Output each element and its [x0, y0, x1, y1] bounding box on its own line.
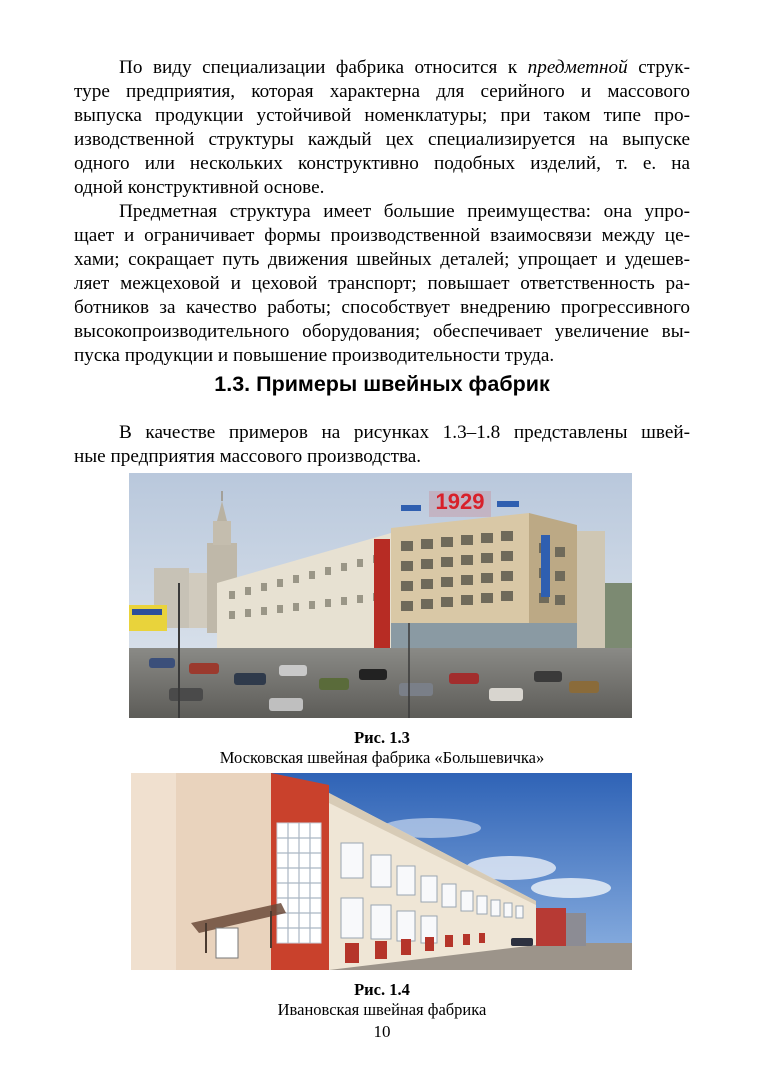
figure-title: Ивановская швейная фабрика [277, 1000, 487, 1019]
text-line: ляет межцеховой и цеховой транспорт; повышает ответственность ра- [74, 273, 690, 294]
text-line: высокопроизводительного оборудования; обеспечивает увеличение вы- [74, 321, 690, 342]
text-line: По виду специализации фабрика относится к предметной струк- [119, 57, 690, 78]
paragraph-1 [74, 56, 690, 200]
emphasis: предметной [527, 57, 628, 78]
text-line: хами; сокращает путь движения швейных деталей; упрощает и удешев- [74, 249, 690, 270]
figure-title: Московская швейная фабрика «Большевичка» [219, 748, 545, 767]
text-line: одной конструктивной основе. [74, 177, 325, 198]
section-heading: 1.3. Примеры швейных фабрик [214, 372, 550, 396]
text-line: щает и ограничивает формы производственной взаимосвязи между це- [74, 225, 690, 246]
page-number: 10 [373, 1022, 391, 1041]
text-line: ные предприятия массового производства. [74, 446, 422, 467]
text-line: Предметная структура имеет большие преимущества: она упро- [119, 201, 690, 222]
text-line: ботников за качество работы; способствует внедрению прогрессивного [74, 297, 690, 318]
figure-number: Рис. 1.4 [354, 980, 410, 999]
text-line: изводственной структуры каждый цех специализируется на выпуске [74, 129, 690, 150]
paragraph-3 [74, 421, 690, 469]
rooftop-sign-1929: 1929 [435, 489, 485, 514]
figure-1-3-photo [129, 473, 632, 718]
figure-1-4-photo [131, 773, 632, 970]
figure-number: Рис. 1.3 [354, 728, 410, 747]
figure-1-4-caption [74, 980, 690, 1020]
paragraph-2 [74, 200, 690, 368]
text-line: туре предприятия, которая характерна для серийного и массового [74, 81, 690, 102]
text-line: пуска продукции и повышение производительности труда. [74, 345, 555, 366]
text-line: выпуска продукции устойчивой номенклатуры; при таком типе про- [74, 105, 690, 126]
figure-1-3-caption [74, 728, 690, 768]
text-line: В качестве примеров на рисунках 1.3–1.8 представлены швей- [119, 422, 690, 443]
text-line: одного или нескольких конструктивно подобных изделий, т. е. на [74, 153, 690, 174]
